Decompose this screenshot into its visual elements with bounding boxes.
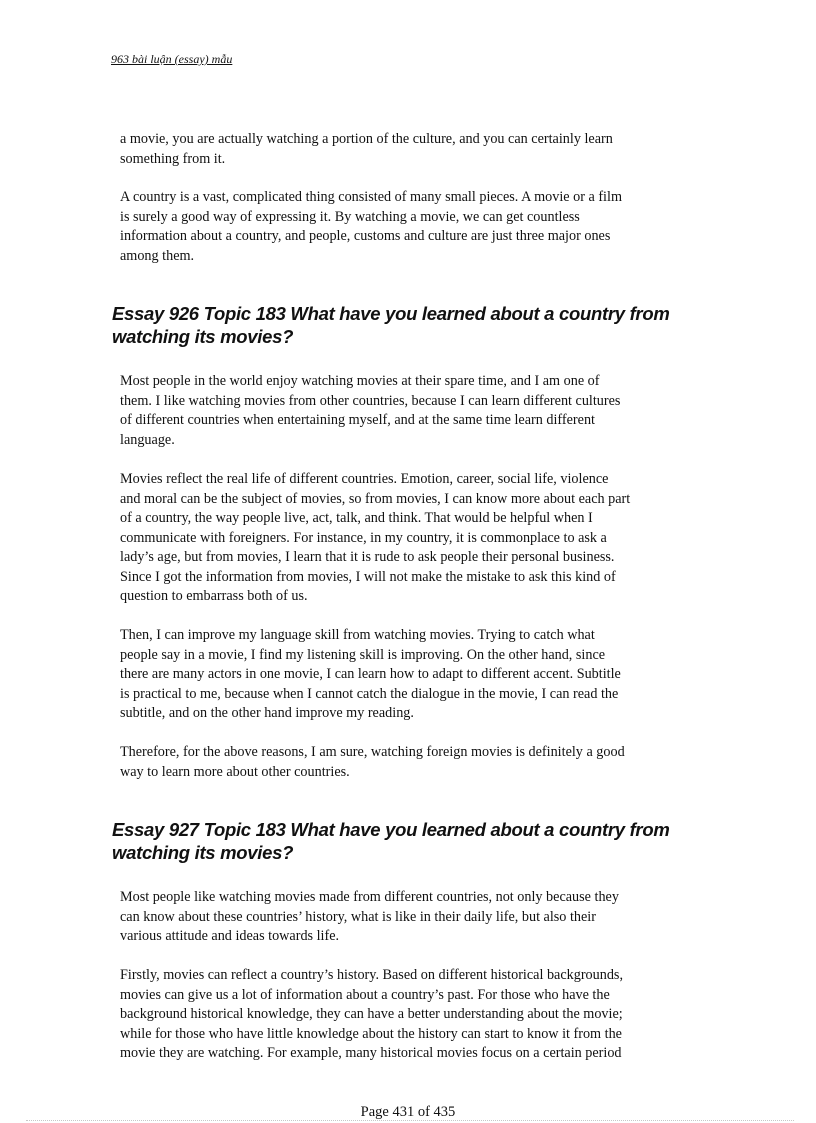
paragraph: [120, 966, 710, 1064]
heading-line: Essay 927 Topic 183 What have you learned about a country from: [112, 819, 670, 840]
paragraph: [120, 626, 710, 724]
text-line: Movies reflect the real life of different countries. Emotion, career, social life, violence: [120, 471, 609, 487]
text-line: subtitle, and on the other hand improve my reading.: [120, 705, 414, 721]
text-line: communicate with foreigners. For instance, in my country, it is commonplace to ask a: [120, 529, 607, 546]
heading-line: watching its movies?: [112, 841, 294, 863]
text-line: question to embarrass both of us.: [120, 588, 308, 604]
text-line: Therefore, for the above reasons, I am sure, watching foreign movies is definitely a good: [120, 744, 625, 760]
text-line: background historical knowledge, they can have a better understanding about the movie;: [120, 1006, 623, 1022]
footer-divider: [26, 1120, 794, 1121]
text-line: something from it.: [120, 150, 226, 167]
heading-line: watching its movies?: [112, 325, 294, 347]
paragraph: [120, 130, 710, 169]
text-line: while for those who have little knowledge about the history can start to know it from the: [120, 1025, 622, 1042]
text-line: there are many actors in one movie, I can learn how to adapt to different accent. Subtitle: [120, 666, 621, 682]
text-line: people say in a movie, I find my listening skill is improving. On the other hand, since: [120, 646, 606, 663]
page-number: Page 431 of 435: [360, 1104, 456, 1120]
text-line: and moral can be the subject of movies, so from movies, I can know more about each part: [120, 490, 631, 507]
text-line: them. I like watching movies from other countries, because I can learn different cultures: [120, 392, 621, 409]
paragraph: [120, 888, 710, 947]
text-line: of a country, the way people live, act, talk, and think. That would be helpful when I: [120, 510, 593, 526]
essay-heading: [112, 819, 732, 864]
paragraph: [120, 470, 710, 607]
text-line: information about a country, and people, customs and culture are just three major ones: [120, 228, 611, 244]
text-line: among them.: [120, 247, 195, 264]
text-line: is practical to me, because when I cannot catch the dialogue in the movie, I can read the: [120, 685, 619, 702]
text-line: Most people in the world enjoy watching movies at their spare time, and I am one of: [120, 373, 600, 389]
text-line: is surely a good way of expressing it. By watching a movie, we can get countless: [120, 208, 580, 225]
essay-heading: [112, 303, 732, 348]
text-line: movie they are watching. For example, many historical movies focus on a certain period: [120, 1045, 622, 1061]
running-header: 963 bài luận (essay) mẫu: [111, 52, 233, 66]
paragraph: [120, 743, 710, 782]
heading-line: Essay 926 Topic 183 What have you learned about a country from: [112, 303, 670, 324]
text-line: Firstly, movies can reflect a country’s history. Based on different historical backgrounds,: [120, 967, 624, 983]
text-line: Most people like watching movies made from different countries, not only because they: [120, 889, 619, 905]
text-line: A country is a vast, complicated thing consisted of many small pieces. A movie or a film: [120, 189, 622, 205]
text-line: Since I got the information from movies, I will not make the mistake to ask this kind of: [120, 568, 616, 585]
paragraph: [120, 188, 710, 266]
text-line: Then, I can improve my language skill from watching movies. Trying to catch what: [120, 627, 595, 643]
text-line: movies can give us a lot of information about a country’s past. For those who have the: [120, 986, 610, 1003]
text-line: language.: [120, 431, 175, 448]
text-line: various attitude and ideas towards life.: [120, 928, 340, 944]
paragraph: [120, 372, 710, 450]
text-line: a movie, you are actually watching a portion of the culture, and you can certainly learn: [120, 131, 613, 147]
text-line: can know about these countries’ history, what is like in their daily life, but also their: [120, 908, 596, 925]
text-line: of different countries when entertaining myself, and at the same time learn different: [120, 412, 595, 428]
text-line: way to learn more about other countries.: [120, 763, 350, 780]
text-line: lady’s age, but from movies, I learn that it is rude to ask people their personal business.: [120, 549, 615, 565]
